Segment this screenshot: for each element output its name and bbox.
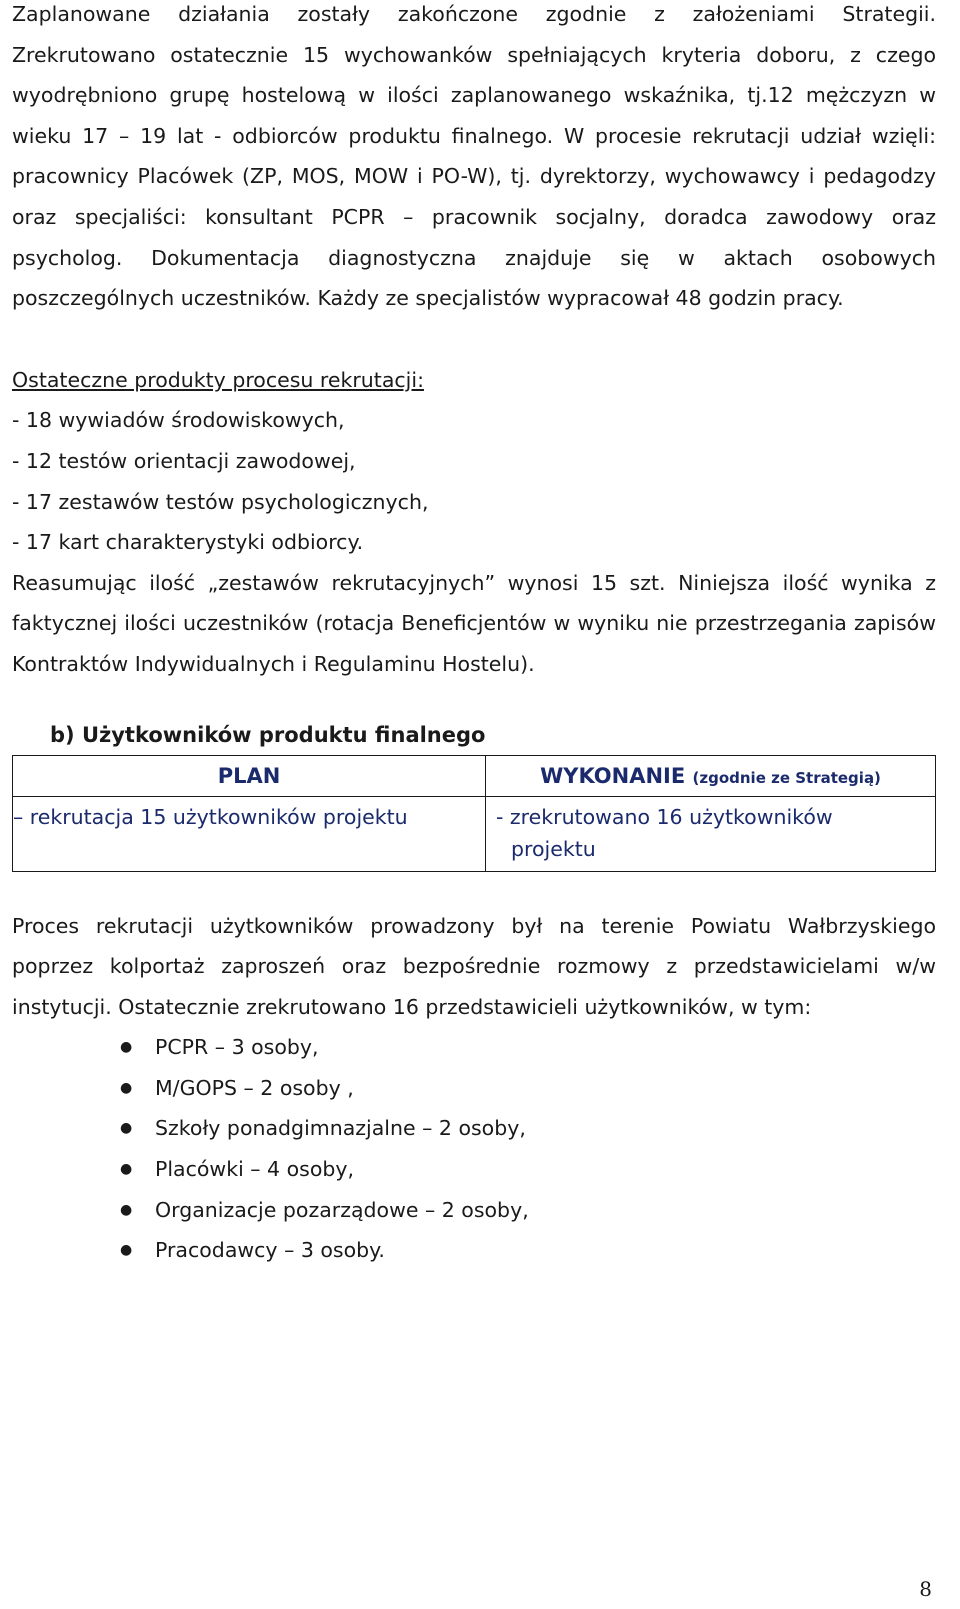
bullet-icon: ● (120, 1039, 133, 1056)
bullet-icon: ● (120, 1201, 133, 1218)
bullet-icon: ● (120, 1079, 133, 1096)
product-item: - 17 zestawów testów psychologicznych, (12, 489, 429, 514)
list-item-label: Placówki – 4 osoby, (155, 1157, 355, 1182)
list-item-label: Pracodawcy – 3 osoby. (155, 1238, 385, 1263)
list-item (12, 1149, 936, 1190)
spacer (12, 319, 936, 360)
product-item: - 12 testów orientacji zawodowej, (12, 448, 356, 473)
plan-cell (13, 796, 486, 871)
table-header-row (13, 755, 936, 796)
plan-execution-table (12, 755, 936, 872)
header-exec-wrap (486, 756, 935, 796)
products-heading: Ostateczne produkty procesu rekrutacji: (12, 367, 424, 392)
list-item-label: Organizacje pozarządowe – 2 osoby, (155, 1197, 529, 1222)
product-item: - 18 wywiadów środowiskowych, (12, 408, 345, 433)
list-item-label: M/GOPS – 2 osoby , (155, 1075, 354, 1100)
users-list (12, 1027, 936, 1271)
bullet-icon: ● (120, 1242, 133, 1259)
header-exec: WYKONANIE (540, 763, 686, 788)
header-exec-note: (zgodnie ze Strategią) (692, 768, 881, 787)
spacer (12, 872, 936, 906)
intro-paragraph: Zaplanowane działania zostały zakończone zgodnie z założeniami Strategii. Zrekrutowano ostatecznie 15 wychowanków spełniających kryteria doboru, z czego wyodrębniono grupę hostelową w ilości zaplanowanego wskaźnika, tj.12 mężczyzn w wieku 17 – 19 lat - odbiorców produktu finalnego. W procesie rekrutacji udział wzięli: pracownicy Placówek (ZP, MOS, MOW i PO-W), tj. dyrektorzy, wychowawcy i pedagodzy oraz specjaliści: konsultant PCPR – pracownik socjalny, doradca zawodowy oraz psycholog. Dokumentacja diagnostyczna znajduje się w aktach osobowych poszczególnych uczestników. Każdy ze specjalistów wypracował 48 godzin pracy. (12, 2, 936, 311)
exec-cell (486, 796, 936, 871)
list-item (12, 1068, 936, 1109)
exec-cell-line2: projektu (511, 836, 596, 861)
list-item (12, 1108, 936, 1149)
summary-paragraph: Reasumując ilość „zestawów rekrutacyjnych” wynosi 15 szt. Niniejsza ilość wynika z faktycznej ilości uczestników (rotacja Beneficjentów w wyniku nie przestrzegania zapisów Kontraktów Indywidualnych i Regulaminu Hostelu). (12, 570, 936, 676)
document-page (12, 0, 936, 1271)
header-exec-cell (486, 755, 936, 796)
bullet-icon: ● (120, 1161, 133, 1178)
list-item-label: Szkoły ponadgimnazjalne – 2 osoby, (155, 1116, 526, 1141)
list-item (12, 1027, 936, 1068)
plan-cell-text: – rekrutacja 15 użytkowników projektu (13, 804, 408, 829)
list-item (12, 1190, 936, 1231)
section-b-heading: b) Użytkowników produktu finalnego (50, 722, 486, 747)
list-item-label: PCPR – 3 osoby, (155, 1035, 319, 1060)
recruitment-paragraph: Proces rekrutacji użytkowników prowadzony był na terenie Powiatu Wałbrzyskiego poprzez kolportaż zaproszeń oraz bezpośrednie rozmowy z przedstawicielami w/w instytucji. Ostatecznie zrekrutowano 16 przedstawicieli użytkowników, w tym: (12, 913, 936, 1019)
exec-cell-line1: - zrekrutowano 16 użytkowników (496, 804, 833, 829)
product-item: - 17 kart charakterystyki odbiorcy. (12, 530, 364, 555)
list-item (12, 1230, 936, 1271)
table-row (13, 796, 936, 871)
header-plan-cell (13, 755, 486, 796)
bullet-icon: ● (120, 1120, 133, 1137)
header-plan: PLAN (217, 763, 281, 788)
page-number: 8 (919, 1577, 932, 1601)
